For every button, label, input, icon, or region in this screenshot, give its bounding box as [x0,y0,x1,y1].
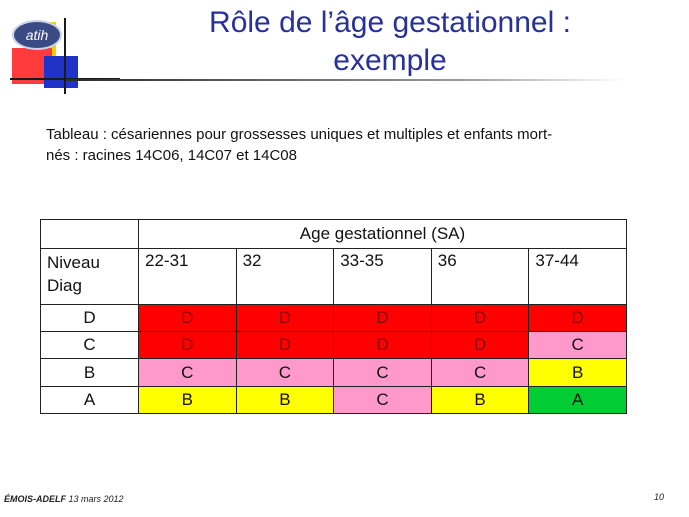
table-cell: B [431,386,529,413]
table-cell: A [529,386,627,413]
logo [0,0,120,100]
table-body [41,304,627,413]
column-header: 36 [431,249,529,305]
row-label: D [41,304,139,331]
table-row [41,386,627,413]
table-row [41,332,627,359]
table-cell: C [236,359,334,386]
table-cell: D [139,304,237,331]
table-cell: D [236,304,334,331]
row-header-line1: Niveau [47,253,100,273]
footer-org: ÉMOIS-ADELF [4,494,66,504]
table-row [41,304,627,331]
gestational-age-table [40,219,627,414]
row-label: C [41,332,139,359]
table-corner-cell [41,220,139,249]
table-cell: D [529,304,627,331]
footer-credit [4,494,124,504]
table-cell: C [334,386,432,413]
table-caption-line1: Tableau : césariennes pour grossesses uniques et multiples et enfants mort- [46,126,553,143]
slide-title-line1: Rôle de l’âge gestationnel : [209,6,571,39]
table-cell: D [334,332,432,359]
row-header-line2: Diag [47,276,82,296]
table-caption [46,124,656,166]
page-number: 10 [653,492,664,502]
table-cell: B [236,386,334,413]
footer-date: 13 mars 2012 [68,494,124,504]
table-cell: D [236,332,334,359]
row-label: B [41,359,139,386]
column-header: 33-35 [334,249,432,305]
table-cell: D [431,304,529,331]
logo-vertical-line [64,18,66,94]
table-cell: B [139,386,237,413]
table-caption-line2: nés : racines 14C06, 14C07 et 14C08 [46,147,297,164]
slide-title-line2: exemple [333,44,447,77]
slide-title [120,4,660,80]
column-header: 22-31 [139,249,237,305]
table-cell: C [431,359,529,386]
column-header: 32 [236,249,334,305]
table-group-header-row [41,220,627,249]
column-header: 37-44 [529,249,627,305]
logo-badge: atih [12,20,62,50]
table-cell: D [334,304,432,331]
table-cell: C [139,359,237,386]
logo-blue-square [44,56,78,88]
table-group-header: Age gestationnel (SA) [139,220,627,249]
row-header-label [41,249,139,305]
table-cell: C [334,359,432,386]
table-row [41,359,627,386]
row-label: A [41,386,139,413]
table-cell: B [529,359,627,386]
table-cell: C [529,332,627,359]
table-column-header-row [41,249,627,305]
table-cell: D [139,332,237,359]
table-cell: D [431,332,529,359]
